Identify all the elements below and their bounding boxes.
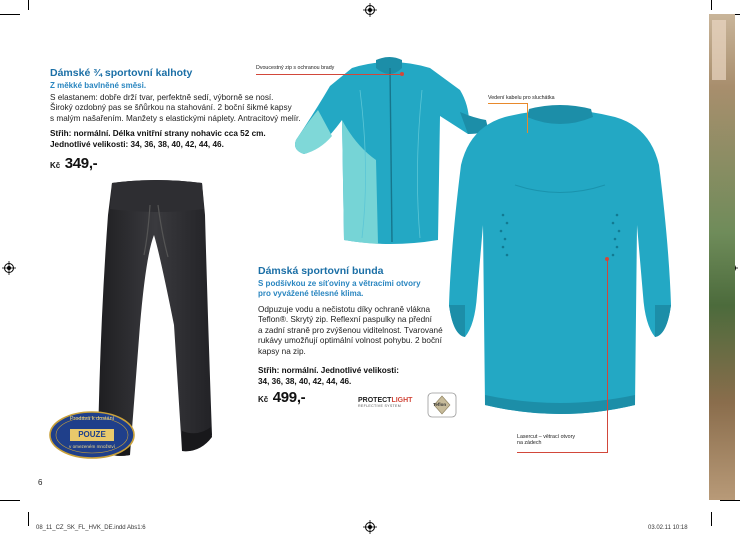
registration-mark-icon: [363, 3, 377, 17]
adjacent-page-photo: [709, 14, 735, 500]
jacket-description-line: a zadní straně pro zvýšenou viditelnost. Tvarované: [258, 325, 443, 335]
badge-top-text: Prodává k dostání: [69, 416, 115, 422]
adjacent-page-photo-detail: [712, 20, 726, 80]
callout-cable-label: Vedení kabelu pro sluchátka: [488, 95, 555, 101]
callout-laser-dot: [605, 257, 609, 261]
jacket-price: [258, 389, 305, 407]
callout-zip-dot: [400, 72, 404, 76]
pants-sizes: Jednotlivé velikosti: 34, 36, 38, 40, 42, 44, 46.: [50, 140, 224, 149]
callout-laser-line: [517, 452, 607, 453]
badge-middle-text: POUZE: [78, 430, 106, 439]
crop-mark: [720, 500, 740, 501]
jacket-currency: Kč: [258, 395, 269, 404]
jacket-subtitle: [258, 279, 421, 299]
protect-logo-text: PROTECT: [358, 397, 392, 404]
callout-laser-label: [517, 434, 575, 446]
pants-subtitle: Z měkké bavlněné směsi.: [50, 81, 147, 90]
callout-laser-line1: Lasercut – větrací otvory: [517, 434, 575, 440]
pants-currency: Kč: [50, 161, 61, 170]
jacket-subtitle-line: S podšívkou ze síťoviny a větracími otvory: [258, 279, 421, 288]
pants-price-value: 349,-: [64, 155, 98, 172]
jacket-subtitle-line: pro vyvážené tělesné klima.: [258, 289, 364, 298]
page-number: 6: [38, 478, 43, 487]
jacket-description: [258, 305, 458, 357]
jacket-description-line: Odpuzuje vodu a nečistotu díky ochraně vlákna: [258, 305, 431, 314]
pants-cut: Střih: normální. Délka vnitřní strany nohavic cca 52 cm.: [50, 129, 266, 138]
crop-mark: [28, 512, 29, 526]
callout-laser-line2: na zádech: [517, 440, 542, 446]
crop-mark: [28, 0, 29, 10]
callout-zip-line: [256, 74, 402, 75]
pants-description: [50, 93, 320, 124]
crop-mark: [711, 512, 712, 526]
callout-cable-vline: [527, 103, 528, 133]
footer-date: 03.02.11 10:18: [648, 525, 688, 531]
teflon-logo-text: Teflon: [433, 402, 447, 407]
jacket-price-value: 499,-: [272, 389, 306, 406]
light-logo-text: LIGHT: [391, 397, 413, 404]
pants-description-line: s malým našařením. Manžety s elastickými náplety. Antracitový melír.: [50, 113, 301, 123]
registration-mark-icon: [2, 261, 16, 275]
jacket-sizes: 34, 36, 38, 40, 42, 44, 46.: [258, 377, 352, 386]
registration-mark-icon: [363, 520, 377, 534]
crop-mark: [711, 0, 712, 10]
crop-mark: [0, 14, 20, 15]
protect-logo-tagline: REFLECTIVE SYSTEM: [358, 404, 402, 408]
jacket-description-line: rukávy umožňují optimální volnost pohybu. 2 boční: [258, 336, 442, 346]
pants-price: [50, 155, 97, 173]
callout-zip-label: Dvoucestný zip s ochranou brady: [256, 65, 335, 71]
jacket-description-line: Teflon®. Skrytý zip. Reflexní paspulky na přední: [258, 315, 432, 325]
jacket-title: Dámská sportovní bunda: [258, 265, 384, 277]
pants-description-line: Široký ozdobný pas se šňůrkou na stahování. 2 boční šikmé kapsy: [50, 103, 292, 113]
crop-mark: [0, 500, 20, 501]
jacket-description-line: kapsy na zip.: [258, 346, 306, 356]
pants-title: Dámské ¾ sportovní kalhoty: [50, 67, 193, 79]
pants-description-line: S elastanem: dobře drží tvar, perfektně sedí, výborně se nosí.: [50, 93, 274, 102]
callout-laser-vline: [607, 258, 608, 453]
footer-file-info: 08_11_CZ_SK_FL_HVK_DE.indd Abs1:6: [36, 525, 146, 531]
callout-cable-line: [488, 103, 528, 104]
jacket-cut: Střih: normální. Jednotlivé velikosti:: [258, 366, 400, 375]
jacket-back-image: [445, 105, 675, 430]
protect-light-logo: [358, 397, 420, 408]
badge-bottom-text: v omezeném množství: [69, 444, 115, 449]
